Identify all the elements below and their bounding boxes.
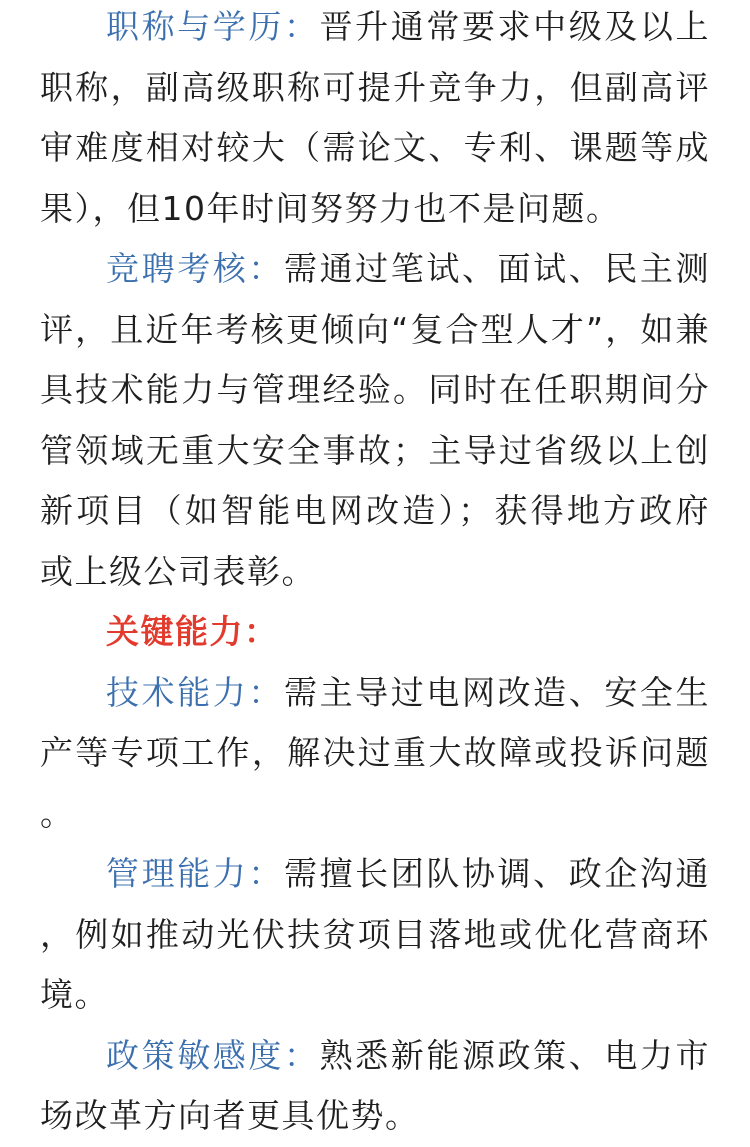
section-text: 需通过笔试、面试、民主测评，且近年考核更倾向“复合型人才”，如兼具技术能力与管理经验。同时在任职期间分管领域无重大安全事故；主导过省级以上创新项目（如智能电网改造）；获得地方政府或上级公司表彰。 <box>40 249 710 591</box>
section-label: 职称与学历： <box>106 7 320 46</box>
section-label: 政策敏感度： <box>106 1035 320 1075</box>
section-text: 需擅长团队协调、政企沟通，例如推动光伏扶贫项目落地或优化营商环境。 <box>40 854 710 1014</box>
section-text: 熟悉新能源政策、电力市场改革方向者更具优势。 <box>40 1035 710 1135</box>
paragraph-management-ability <box>40 844 710 1026</box>
section-label: 管理能力： <box>106 854 284 893</box>
section-text: 晋升通常要求中级及以上职称，副高级职称可提升竞争力，但副高评审难度相对较大（需论文、专利、课题等成果），但10年时间努努力也不是问题。 <box>40 7 710 228</box>
section-text: 需主导过电网改造、安全生产等专项工作，解决过重大故障或投诉问题。 <box>40 672 710 833</box>
paragraph-policy-sensitivity <box>40 1026 710 1147</box>
paragraph-competition-assessment <box>40 239 710 602</box>
section-heading: 关键能力： <box>106 612 279 651</box>
section-label: 竞聘考核： <box>106 249 284 288</box>
paragraph-title-education <box>40 0 710 239</box>
article-body <box>40 0 710 1147</box>
paragraph-technical-ability <box>40 663 710 845</box>
section-label: 技术能力： <box>106 672 284 712</box>
paragraph-key-abilities-heading <box>40 602 710 663</box>
